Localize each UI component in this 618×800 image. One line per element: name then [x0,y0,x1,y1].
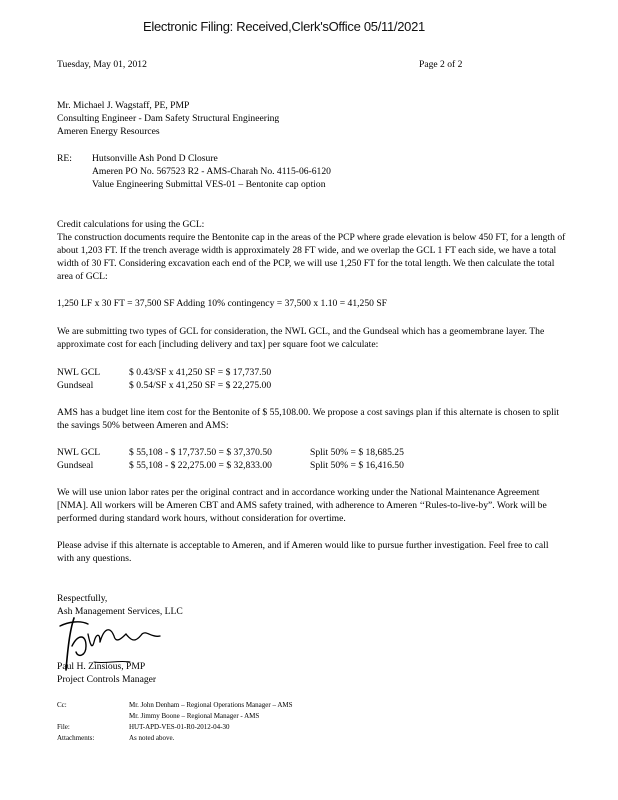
cost-name-nwl: NWL GCL [57,367,101,378]
file-label: File: [57,723,70,731]
credit-heading: Credit calculations for using the GCL: [57,219,205,230]
signer-name: Paul H. Zinsious, PMP [57,661,146,672]
re-label: RE: [57,153,72,164]
cc-label: Cc: [57,701,67,709]
re-line-1: Hutsonville Ash Pond D Closure [92,153,218,164]
letter-date: Tuesday, May 01, 2012 [57,59,147,70]
paragraph-requirements: The construction documents require the Bentonite cap in the areas of the PCP where grade elevation is below 450 FT, for a length of about 1,203 FT. If the trench average width is approximately 28 FT wide, and we overlap the GCL 1 FT each side, we have a total width of 30 FT. Considering excavation each end of the PCP, we will use 1,250 FT for the total length. We then calculate the total area of GCL: [57,232,566,282]
cost-name-gundseal: Gundseal [57,380,94,391]
savings-split-gundseal: Split 50% = $ 16,416.50 [310,460,404,471]
closing-company: Ash Management Services, LLC [57,606,183,617]
paragraph-advise: Please advise if this alternate is acceptable to Ameren, and if Ameren would like to pursue further investigation. Feel free to call with any questions. [57,540,549,564]
re-line-3: Value Engineering Submittal VES-01 – Bentonite cap option [92,179,326,190]
page-number: Page 2 of 2 [419,59,463,70]
cc-line-2: Mr. Jimmy Boone – Regional Manager - AMS [129,712,260,720]
savings-calc-gundseal: $ 55,108 - $ 22,275.00 = $ 32,833.00 [129,460,272,471]
recipient-company: Ameren Energy Resources [57,126,160,137]
savings-name-nwl: NWL GCL [57,447,101,458]
paragraph-gcl-types: We are submitting two types of GCL for consideration, the NWL GCL, and the Gundseal which has a geomembrane layer. The approximate cost for each [including delivery and tax] per square foot we calculate: [57,326,545,350]
savings-name-gundseal: Gundseal [57,460,94,471]
cc-line-1: Mr. John Denham – Regional Operations Manager – AMS [129,701,293,709]
cost-calc-nwl: $ 0.43/SF x 41,250 SF = $ 17,737.50 [129,367,272,378]
paragraph-budget: AMS has a budget line item cost for the Bentonite of $ 55,108.00. We propose a cost savings plan if this alternate is chosen to split the savings 50% between Ameren and AMS: [57,407,560,431]
attachments-value: As noted above. [129,734,175,742]
savings-split-nwl: Split 50% = $ 18,685.25 [310,447,404,458]
recipient-name: Mr. Michael J. Wagstaff, PE, PMP [57,100,190,111]
re-line-2: Ameren PO No. 567523 R2 - AMS-Charah No. 4115-06-6120 [92,166,331,177]
cost-calc-gundseal: $ 0.54/SF x 41,250 SF = $ 22,275.00 [129,380,272,391]
area-calculation: 1,250 LF x 30 FT = 37,500 SF Adding 10% contingency = 37,500 x 1.10 = 41,250 SF [57,298,388,309]
savings-calc-nwl: $ 55,108 - $ 17,737.50 = $ 37,370.50 [129,447,272,458]
filing-stamp: Electronic Filing: Received,Clerk'sOffice 05/11/2021 [143,19,425,34]
file-reference: HUT-APD-VES-01-R0-2012-04-30 [129,723,230,731]
signer-title: Project Controls Manager [57,674,157,685]
attachments-label: Attachments: [57,734,95,742]
recipient-title: Consulting Engineer - Dam Safety Structural Engineering [57,113,280,124]
closing-salutation: Respectfully, [57,593,108,604]
paragraph-labor: We will use union labor rates per the original contract and in accordance working under the National Maintenance Agreement [NMA]. All workers will be Ameren CBT and AMS safety trained, with adherence to Ameren ‘‘Rules-to-live-by”. Work will be performed during standard work hours, without consideration for overtime. [57,487,547,524]
